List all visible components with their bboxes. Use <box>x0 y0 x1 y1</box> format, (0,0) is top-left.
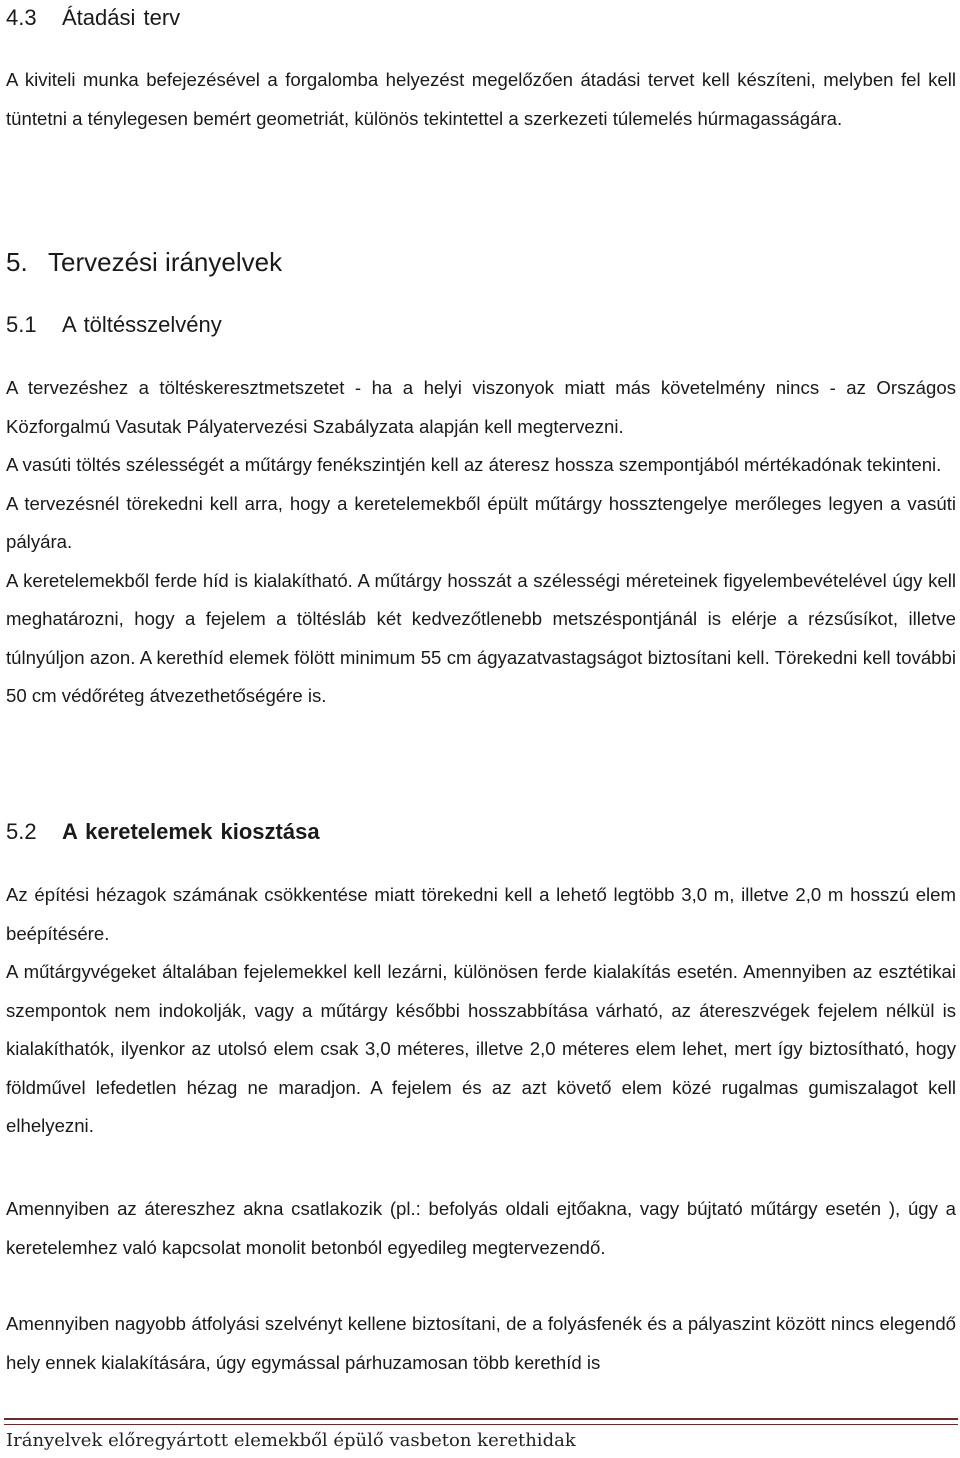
paragraph: Az építési hézagok számának csökkentése miatt törekedni kell a lehető legtöbb 3,0 m, illetve 2,0 m hosszú elem beépítésére. <box>6 884 956 944</box>
paragraph: A tervezéshez a töltéskeresztmetszetet - ha a helyi viszonyok miatt más követelmény nincs - az Országos Közforgalmú Vasutak Pályatervezési Szabályzata alapján kell megtervezni. <box>6 377 956 437</box>
section-5-2-heading <box>6 818 320 846</box>
paragraph: Amennyiben nagyobb átfolyási szelvényt kellene biztosítani, de a folyásfenék és a pályaszint között nincs elegendő hely ennek kialakítására, úgy egymással párhuzamosan több kerethíd is <box>6 1313 956 1373</box>
section-title: Átadási terv <box>62 5 181 30</box>
paragraph: A műtárgyvégeket általában fejelemekkel kell lezárni, különösen ferde kialakítás esetén. Amennyiben az esztétikai szempontok nem indokolják, vagy a műtárgy későbbi hosszabbítása várható, az átereszvégek fejelem nélkül is kialakíthatók, ilyenkor az utolsó elem csak 3,0 méteres, illetve 2,0 méteres elem lehet, mert így biztosítható, hogy földművel lefedetlen hézag ne maradjon. A fejelem és az azt követő elem közé rugalmas gumiszalagot kell elhelyezni. <box>6 961 956 1136</box>
paragraph: A vasúti töltés szélességét a műtárgy fenékszintjén kell az áteresz hossza szempontjából mértékadónak tekinteni. <box>6 454 942 475</box>
section-title: Tervezési irányelvek <box>48 247 283 277</box>
section-number: 5.2 <box>6 819 37 844</box>
page-footer: Irányelvek előregyártott elemekből épülő vasbeton kerethidak <box>6 1430 576 1451</box>
section-5-1-heading <box>6 311 222 339</box>
paragraph: A kiviteli munka befejezésével a forgalomba helyezést megelőzően átadási tervet kell készíteni, melyben fel kell tüntetni a ténylegesen bemért geometriát, különös tekintettel a szerkezeti túlemelés húrmagasságára. <box>6 69 956 129</box>
paragraph: A keretelemekből ferde híd is kialakítható. A műtárgy hosszát a szélességi méreteinek figyelembevételével úgy kell meghatározni, hogy a fejelem a töltésláb két kedvezőtlenebb metszéspontjánál is elérje a rézsűsíkot, illetve túlnyúljon azon. A kerethíd elemek fölött minimum 55 cm ágyazatvastagságot biztosítani kell. Törekedni kell további 50 cm védőréteg átvezethetőségére is. <box>6 569 956 706</box>
paragraph: A tervezésnél törekedni kell arra, hogy a keretelemekből épült műtárgy hossztengelye merőleges legyen a vasúti pályára. <box>6 492 956 552</box>
section-number: 5. <box>6 247 28 277</box>
section-number: 4.3 <box>6 5 37 30</box>
section-number: 5.1 <box>6 312 37 337</box>
section-5-1-body <box>6 369 956 716</box>
section-5-heading <box>6 246 282 278</box>
section-title: A töltésszelvény <box>62 312 222 337</box>
section-5-2-body <box>6 876 956 1146</box>
footer-divider <box>4 1418 958 1425</box>
paragraph: Amennyiben az átereszhez akna csatlakozik (pl.: befolyás oldali ejtőakna, vagy bújtató műtárgy esetén ), úgy a keretelemhez való kapcsolat monolit betonból egyedileg megtervezendő. <box>6 1198 956 1258</box>
section-4-3-heading <box>6 4 180 32</box>
section-title: A keretelemek kiosztása <box>62 819 320 844</box>
